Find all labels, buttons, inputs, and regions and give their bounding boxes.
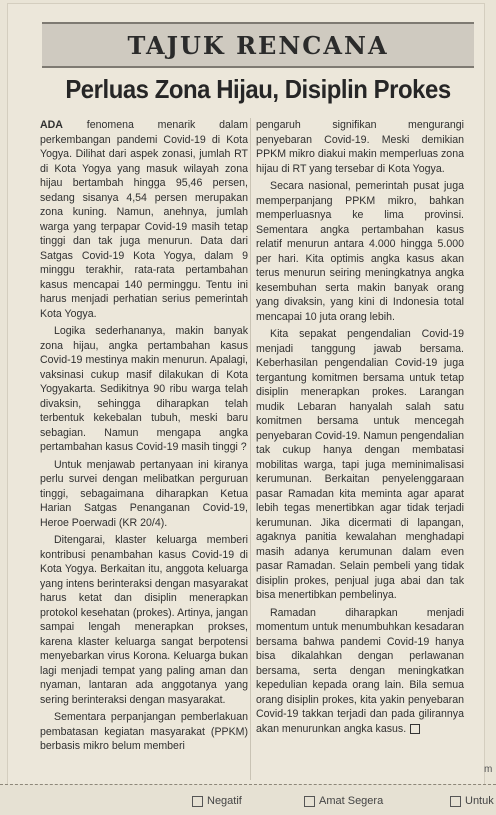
article-paragraph: Logika sederhananya, makin banyak zona hijau, angka pertambahan kasus Covid-19 mestinya makin menurun. Apalagi, vaksinasi cukup masif dilakukan di Kota Yogyakarta. Sedikitnya 90 ribu warga telah divaksin, sehingga diharapkan telah terbentuk kekebalan tubuh, meski baru sebagian. Namun mengapa angka pertambahan kasus Covid-19 masih tinggi ? [40,325,248,453]
article-paragraph: Sementara perpanjangan pemberlakuan pembatasan kegiatan masyarakat (PPKM) berbasis mikro belum memberi [40,711,248,752]
option-label: Untuk [465,795,494,807]
edge-fragment: m [484,764,493,775]
option-label: Negatif [207,795,242,807]
option-negatif[interactable] [192,795,242,807]
article-column-left [40,118,248,757]
paragraph-text: Ramadan diharapkan menjadi momentum untuk menumbuhkan kesadaran bersama bahwa pandemi Covid-19 hanya bisa dikalahkan dengan perlawanan bersama, serta dengan meningkatkan kepedulian kepada orang lain. Bila semua orang disiplin prokes, kita yakin penyebaran Covid-19 takkan terjadi dan pada gilirannya akan menurunkan angka kasus. [256,606,464,735]
column-divider [250,118,251,780]
clipping-form-strip [0,784,496,815]
rubric-banner [42,22,474,68]
checkbox-icon[interactable] [304,796,315,807]
option-label: Amat Segera [319,795,384,807]
article-headline: Perluas Zona Hijau, Disiplin Prokes [65,74,451,104]
article-paragraph [256,606,464,737]
article-column-right [256,118,464,739]
article-paragraph: pengaruh signifikan mengurangi penyebaran Covid-19. Meski demikian PPKM mikro diakui makin memperluas zona hijau di RT yang tersebar di Kota Yogya. [256,119,464,175]
paragraph-text: fenomena menarik dalam perkembangan pandemi Covid-19 di Kota Yogya. Dilihat dari aspek zonasi, jumlah RT di Kota Yogya yang masuk wilayah zona hijau bertambah hingga 95,46 persen, sedang sisanya 4,54 persen merupakan zona kuning. Namun, anehnya, jumlah warga yang terpapar Covid-19 masih tetap tinggi dan tak juga menurun. Data dari Satgas Covid-19 Kota Yogya, dalam 9 minggu terakhir, rata-rata pertambahan kasus mencapai 140 perminggu. Tentu ini harus menjadi perhatian serius pemerintah Kota Yogya. [40,119,248,320]
lead-word: ADA [40,119,63,131]
article-paragraph: Untuk menjawab pertanyaan ini kiranya perlu survei dengan melibatkan perguruan tinggi, sebagaimana diharapkan Ketua Harian Satgas Penanganan Covid-19, Heroe Poerwadi (KR 20/4). [40,458,248,529]
checkbox-icon[interactable] [450,796,461,807]
article-paragraph: Ditengarai, klaster keluarga memberi kontribusi penambahan kasus Covid-19 di Kota Yogya. Berkaitan itu, anggota keluarga yang intens berinteraksi dengan masyarakat harus ketat dan disiplin menerapkan protokol kesehatan (prokes). Artinya, jangan sampai lengah menerapkan prokses, karena klaster keluarga sangat berpotensi menyebarkan virus Korona. Keluarga bukan lagi menjadi tempat yang paling aman dan nyaman, lantaran ada anggotanya yang sering berinteraksi dengan masyarakat. [40,534,248,706]
article-paragraph: Kita sepakat pengendalian Covid-19 menjadi tanggung jawab bersama. Keberhasilan pengendalian Covid-19 juga tergantung komitmen bersama untuk tetap disiplin menerapkan prokes. Larangan mudik Lebaran hanyalah salah satu komitmen bersama untuk mencegah penyebaran Covid-19. Namun pengendalian tak cukup hanya dengan membatasi mobilitas warga, tapi juga meminimalisasi kerumunan. Berkaitan penyelenggaraan pasar Ramadan kita meminta agar aparat lebih tegas menertibkan agar tidak terjadi kerumunan. Jika dicermati di lapangan, agaknya panitia kewalahan menghadapi masih adanya kerumunan dalam even pasar Ramadan. Selain pembeli yang tidak disiplin prokes, penjual juga abai dan tak bisa menertibkan pembelinya. [256,328,464,601]
article-paragraph: Secara nasional, pemerintah pusat juga memperpanjang PPKM mikro, bahkan memperluasnya ke lima provinsi. Sementara angka pertambahan kasus relatif menurun antara 4.000 hingga 5.000 per hari. Kita optimis angka kasus akan terus menurun seiring meningkatnya angka kesembuhan serta makin banyak orang yang divaksin, yang kini di Indonesia total mencapai 10 juta orang lebih. [256,180,464,323]
rubric-title: TAJUK RENCANA [127,30,389,60]
article-paragraph [40,118,248,321]
option-untuk[interactable] [450,795,494,807]
end-mark-icon [410,724,420,734]
option-amat-segera[interactable] [304,795,383,807]
checkbox-icon[interactable] [192,796,203,807]
